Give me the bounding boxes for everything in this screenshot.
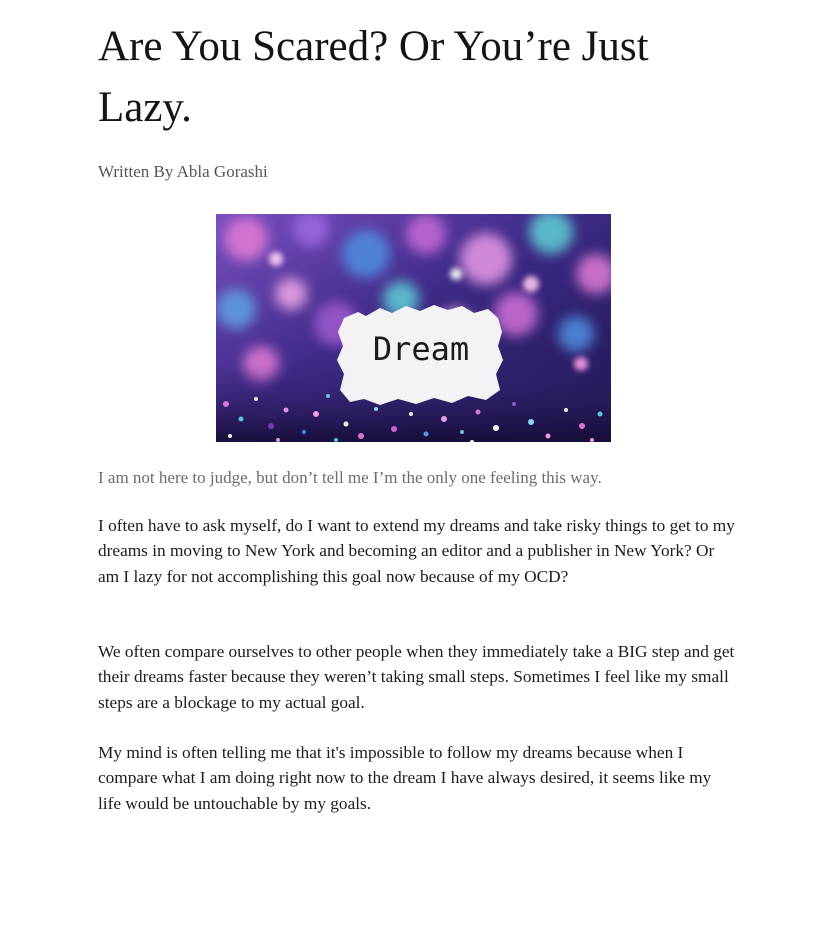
article-byline: Written By Abla Gorashi xyxy=(98,162,268,181)
article-lead: I am not here to judge, but don’t tell me I’m the only one feeling this way. xyxy=(98,468,602,487)
paragraph-3: My mind is often telling me that it's impossible to follow my dreams because when I compare what I am doing right now to the dream I have always desired, it seems like my life would be untouchable by my goals. xyxy=(98,743,712,813)
hero-dream-word: Dream xyxy=(372,330,470,368)
hero-image xyxy=(216,214,611,442)
article-title: Are You Scared? Or You’re Just Lazy. xyxy=(98,23,649,131)
paragraph-2: We often compare ourselves to other people when they immediately take a BIG step and get their dreams faster because they weren’t taking small steps. Sometimes I feel like my small steps are a blockage to my actual goal. xyxy=(98,642,735,712)
paragraph-1: I often have to ask myself, do I want to extend my dreams and take risky things to get to my dreams in moving to New York and becoming an editor and a publisher in New York? Or am I lazy for not accomplishing this goal now because of my OCD? xyxy=(98,516,735,586)
